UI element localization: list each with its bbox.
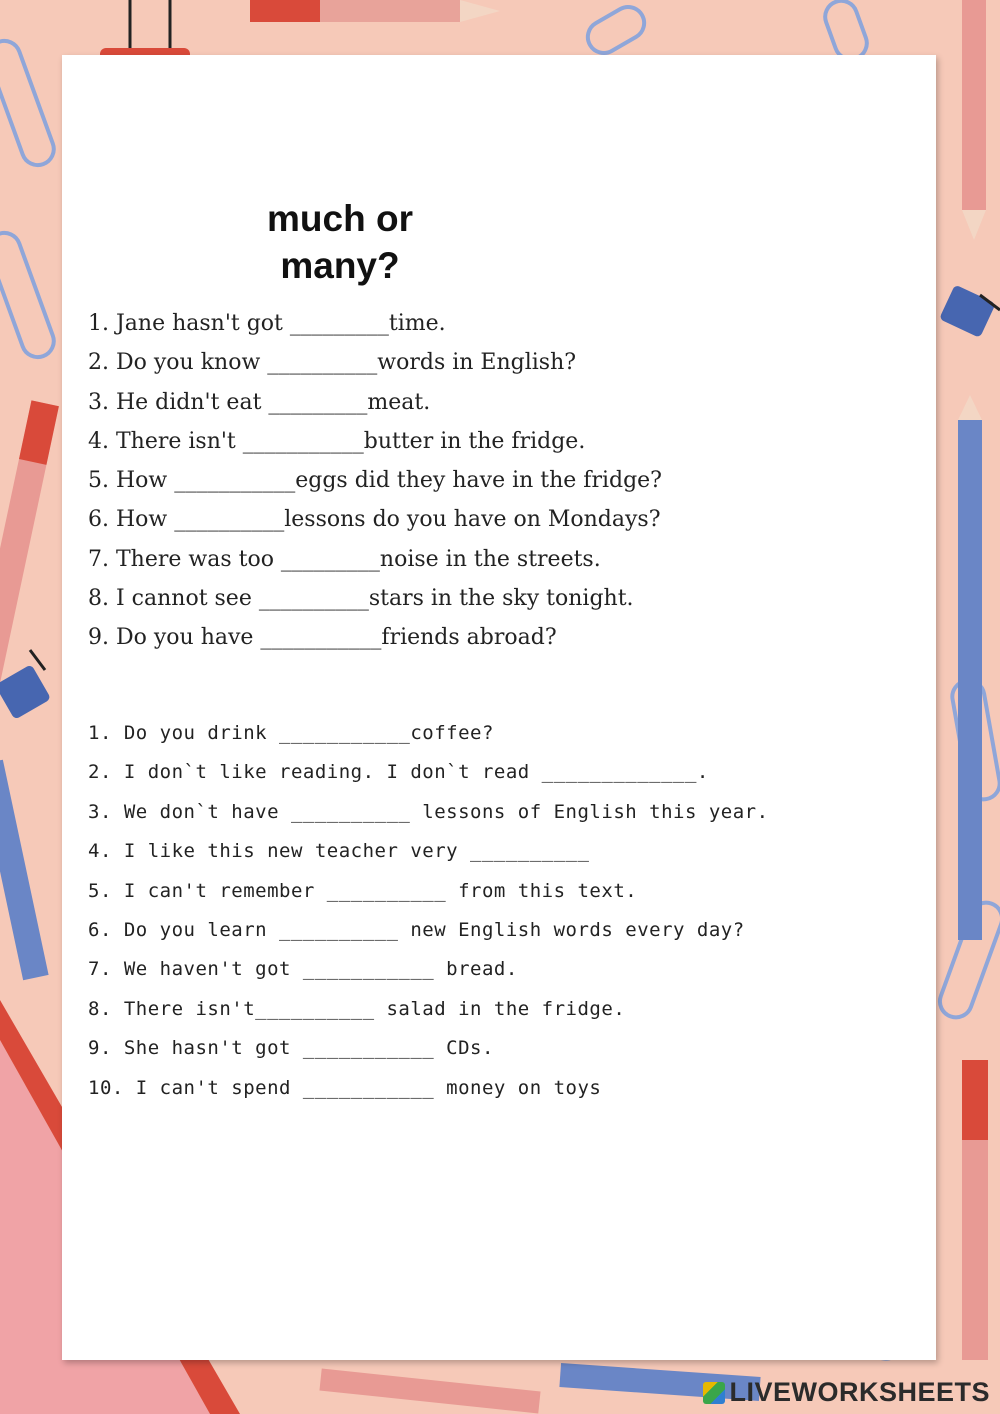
exercise-2-item: 7. We haven't got ___________ bread. (88, 958, 518, 981)
worksheet-paper (62, 55, 936, 1360)
exercise-2-item: 8. There isn't__________ salad in the fridge. (88, 997, 626, 1020)
exercise-1-item: 4. There isn't ___________butter in the fridge. (88, 428, 586, 454)
exercise-2-item: 10. I can't spend ___________ money on toys (88, 1076, 602, 1099)
title-line-1: much or (267, 198, 413, 239)
exercise-1-item: 5. How ___________eggs did they have in the fridge? (88, 468, 662, 494)
exercise-2-item: 6. Do you learn __________ new English words every day? (88, 918, 745, 941)
exercise-2-item: 3. We don`t have __________ lessons of English this year. (88, 800, 769, 823)
pencil-decoration (958, 0, 988, 1360)
exercise-2 (88, 714, 769, 1108)
page-title (250, 195, 430, 289)
exercise-2-item: 1. Do you drink ___________coffee? (88, 722, 494, 744)
exercise-1-item: 9. Do you have ___________friends abroad? (88, 625, 557, 651)
liveworksheets-logo (703, 1377, 990, 1408)
exercise-2-item: 4. I like this new teacher very __________ (88, 840, 590, 863)
binder-clip-decoration (939, 284, 1000, 337)
exercise-2-item: 5. I can't remember __________ from this text. (88, 879, 638, 902)
exercise-1-item: 7. There was too _________noise in the streets. (88, 546, 601, 572)
exercise-1-item: 1. Jane hasn't got _________time. (88, 311, 446, 336)
exercise-1-item: 3. He didn't eat _________meat. (88, 389, 431, 415)
exercise-2-item: 9. She hasn't got ___________ CDs. (88, 1037, 494, 1060)
liveworksheets-logo-icon (703, 1382, 725, 1404)
brand-text: LIVEWORKSHEETS (729, 1377, 990, 1407)
exercise-1-item: 2. Do you know __________words in English? (88, 350, 577, 376)
exercise-1 (88, 304, 662, 658)
title-line-2: many? (280, 245, 400, 286)
pencil-decoration (250, 0, 500, 22)
exercise-2-item: 2. I don`t like reading. I don`t read _____________. (88, 761, 709, 784)
pencil-decoration (319, 1363, 760, 1413)
exercise-1-item: 8. I cannot see __________stars in the sky tonight. (88, 586, 634, 612)
binder-clip-decoration (0, 650, 51, 720)
exercise-1-item: 6. How __________lessons do you have on Mondays? (88, 507, 661, 533)
